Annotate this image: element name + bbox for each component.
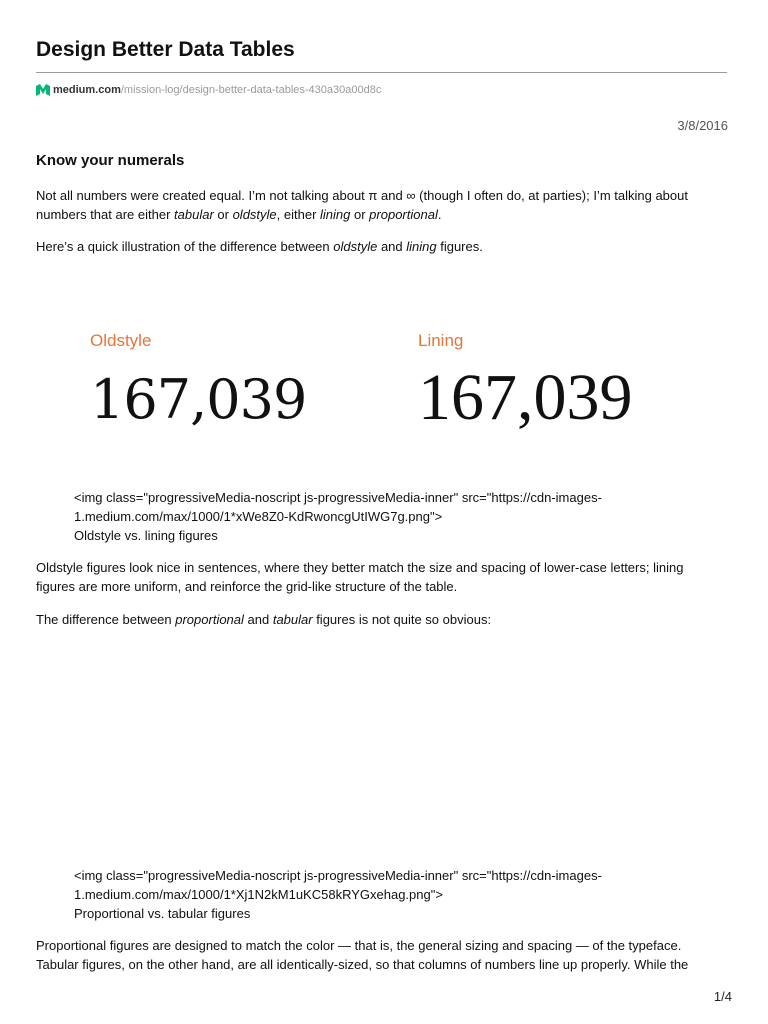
paragraph-proportional-intro [36,610,726,629]
emphasis-oldstyle: oldstyle [232,207,277,222]
emphasis-oldstyle: oldstyle [333,239,378,254]
caption-text: Proportional vs. tabular figures [74,906,251,921]
text-run: Proportional figures are designed to match the color — that is, the general sizing and spacing — of the typeface. [36,938,682,953]
paragraph-proportional-explanation [36,936,726,974]
caption-code-line: 1.medium.com/max/1000/1*xWe8Z0-KdRwoncgUtIWG7g.png"> [74,509,443,524]
emphasis-lining: lining [320,207,351,222]
figure-label-oldstyle: Oldstyle [90,331,152,350]
figure-caption-2 [74,866,724,923]
emphasis-proportional: proportional [369,207,438,222]
emphasis-lining: lining [406,239,437,254]
figure-number-lining: 167,039 [418,361,633,434]
text-run: figures. [436,239,483,254]
figure-label-lining: Lining [418,331,464,350]
text-run: numbers that are either [36,207,175,222]
text-run: Oldstyle figures look nice in sentences, where they better match the size and spacing of lower-case letters; lining [36,560,684,575]
paragraph-intro [36,186,726,224]
publish-date: 3/8/2016 [677,118,728,133]
caption-text: Oldstyle vs. lining figures [74,528,218,543]
text-run: or [213,207,233,222]
text-run: , either [276,207,321,222]
caption-code-line: 1.medium.com/max/1000/1*Xj1N2kM1uKC58kRYGxehag.png"> [74,887,443,902]
page-number: 1/4 [713,989,732,1004]
text-run: and [377,239,407,254]
caption-code-line: <img class="progressiveMedia-noscript js-progressiveMedia-inner" src="https://cdn-images- [74,490,602,505]
paragraph-intro-line1: Not all numbers were created equal. I’m not talking about π and ∞ (though I often do, at parties); I’m talking about [36,188,688,203]
source-domain: medium.com [53,84,121,96]
text-run: The difference between [36,612,176,627]
paragraph-illustration-intro [36,237,726,256]
text-run: figures are more uniform, and reinforce the grid-like structure of the table. [36,579,458,594]
title-divider [36,72,727,73]
emphasis-tabular: tabular [174,207,214,222]
text-run: or [350,207,370,222]
emphasis-tabular: tabular [272,612,313,627]
source-link[interactable] [36,84,381,96]
source-path: /mission-log/design-better-data-tables-430a30a00d8c [120,84,382,96]
text-run: and [243,612,273,627]
section-heading: Know your numerals [36,152,185,169]
paragraph-oldstyle-explanation [36,558,726,596]
page-title: Design Better Data Tables [36,38,295,61]
emphasis-proportional: proportional [175,612,244,627]
text-run: Here’s a quick illustration of the difference between [36,239,334,254]
text-run: . [437,207,442,222]
figure-number-oldstyle: 167,039 [90,368,307,431]
text-run: figures is not quite so obvious: [312,612,492,627]
figure-caption-1 [74,488,724,545]
text-run: Tabular figures, on the other hand, are all identically-sized, so that columns of numbers line up properly. While the [36,957,689,972]
medium-logo-icon [36,84,50,96]
caption-code-line: <img class="progressiveMedia-noscript js-progressiveMedia-inner" src="https://cdn-images- [74,868,602,883]
